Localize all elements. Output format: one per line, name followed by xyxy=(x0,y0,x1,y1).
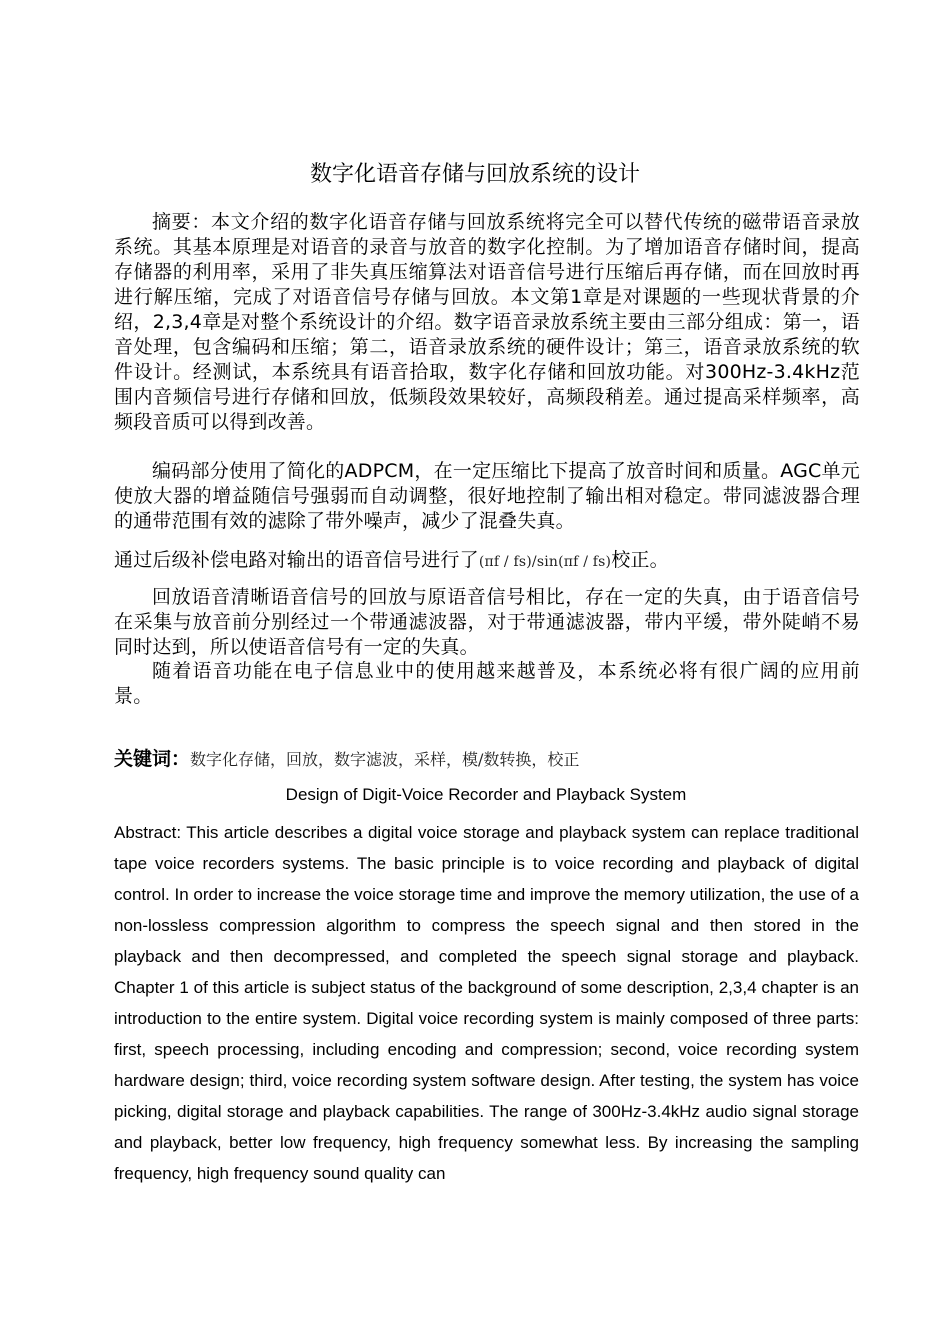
formula-suffix: 校正。 xyxy=(611,549,669,571)
chinese-formula-paragraph xyxy=(114,548,860,575)
english-abstract: Abstract: This article describes a digital voice storage and playback system can replace traditional tape voice recorders systems. The basic principle is to voice recording and playback of digital control. In order to increase the voice storage time and improve the memory utilization, the use of a non-lossless compression algorithm to compress the speech signal and then stored in the playback and then decompressed, and completed the speech signal storage and playback. Chapter 1 of this article is subject status of the background of some description, 2,3,4 chapter is an introduction to the entire system. Digital voice recording system is mainly composed of three parts: first, speech processing, including encoding and compression; second, voice recording system hardware design; third, voice recording system software design. After testing, the system has voice picking, digital storage and playback capabilities. The range of 300Hz-3.4kHz audio signal storage and playback, better low frequency, high frequency somewhat less. By increasing the sampling frequency, high frequency sound quality can xyxy=(114,823,859,1183)
keywords-line xyxy=(114,746,860,773)
chinese-title: 数字化语音存储与回放系统的设计 xyxy=(309,162,640,187)
keywords-label: 关键词： xyxy=(114,748,191,770)
chinese-playback-paragraph: 回放语音清晰语音信号的回放与原语音信号相比，存在一定的失真，由于语音信号在采集与放音前分别经过一个带通滤波器，对于带通滤波器，带内平缓，带外陡峭不易同时达到，所以使语音信号有一定的失真。 xyxy=(114,586,860,658)
chinese-future-paragraph: 随着语音功能在电子信息业中的使用越来越普及，本系统必将有很广阔的应用前景。 xyxy=(114,660,860,707)
formula-prefix: 通过后级补偿电路对输出的语音信号进行了 xyxy=(114,549,479,571)
keywords-list: 数字化存储，回放，数字滤波，采样，模/数转换，校正 xyxy=(190,750,580,769)
english-title: Design of Digit-Voice Recorder and Playback System xyxy=(285,785,687,804)
correction-formula: (πf / fs)/sin(πf / fs) xyxy=(478,554,612,570)
chinese-coding-paragraph: 编码部分使用了简化的ADPCM，在一定压缩比下提高了放音时间和质量。AGC单元使放大器的增益随信号强弱而自动调整，很好地控制了输出相对稳定。带同滤波器合理的通带范围有效的滤除了带外噪声，减少了混叠失真。 xyxy=(114,460,860,532)
chinese-abstract-paragraph: 摘要：本文介绍的数字化语音存储与回放系统将完全可以替代传统的磁带语音录放系统。其基本原理是对语音的录音与放音的数字化控制。为了增加语音存储时间，提高存储器的利用率，采用了非失真压缩算法对语音信号进行压缩后再存储，而在回放时再进行解压缩，完成了对语音信号存储与回放。本文第1章是对课题的一些现状背景的介绍，2,3,4章是对整个系统设计的介绍。数字语音录放系统主要由三部分组成：第一，语音处理，包含编码和压缩；第二，语音录放系统的硬件设计；第三，语音录放系统的软件设计。经测试，本系统具有语音拾取，数字化存储和回放功能。对300Hz-3.4kHz范围内音频信号进行存储和回放，低频段效果较好，高频段稍差。通过提高采样频率，高频段音质可以得到改善。 xyxy=(114,211,860,433)
